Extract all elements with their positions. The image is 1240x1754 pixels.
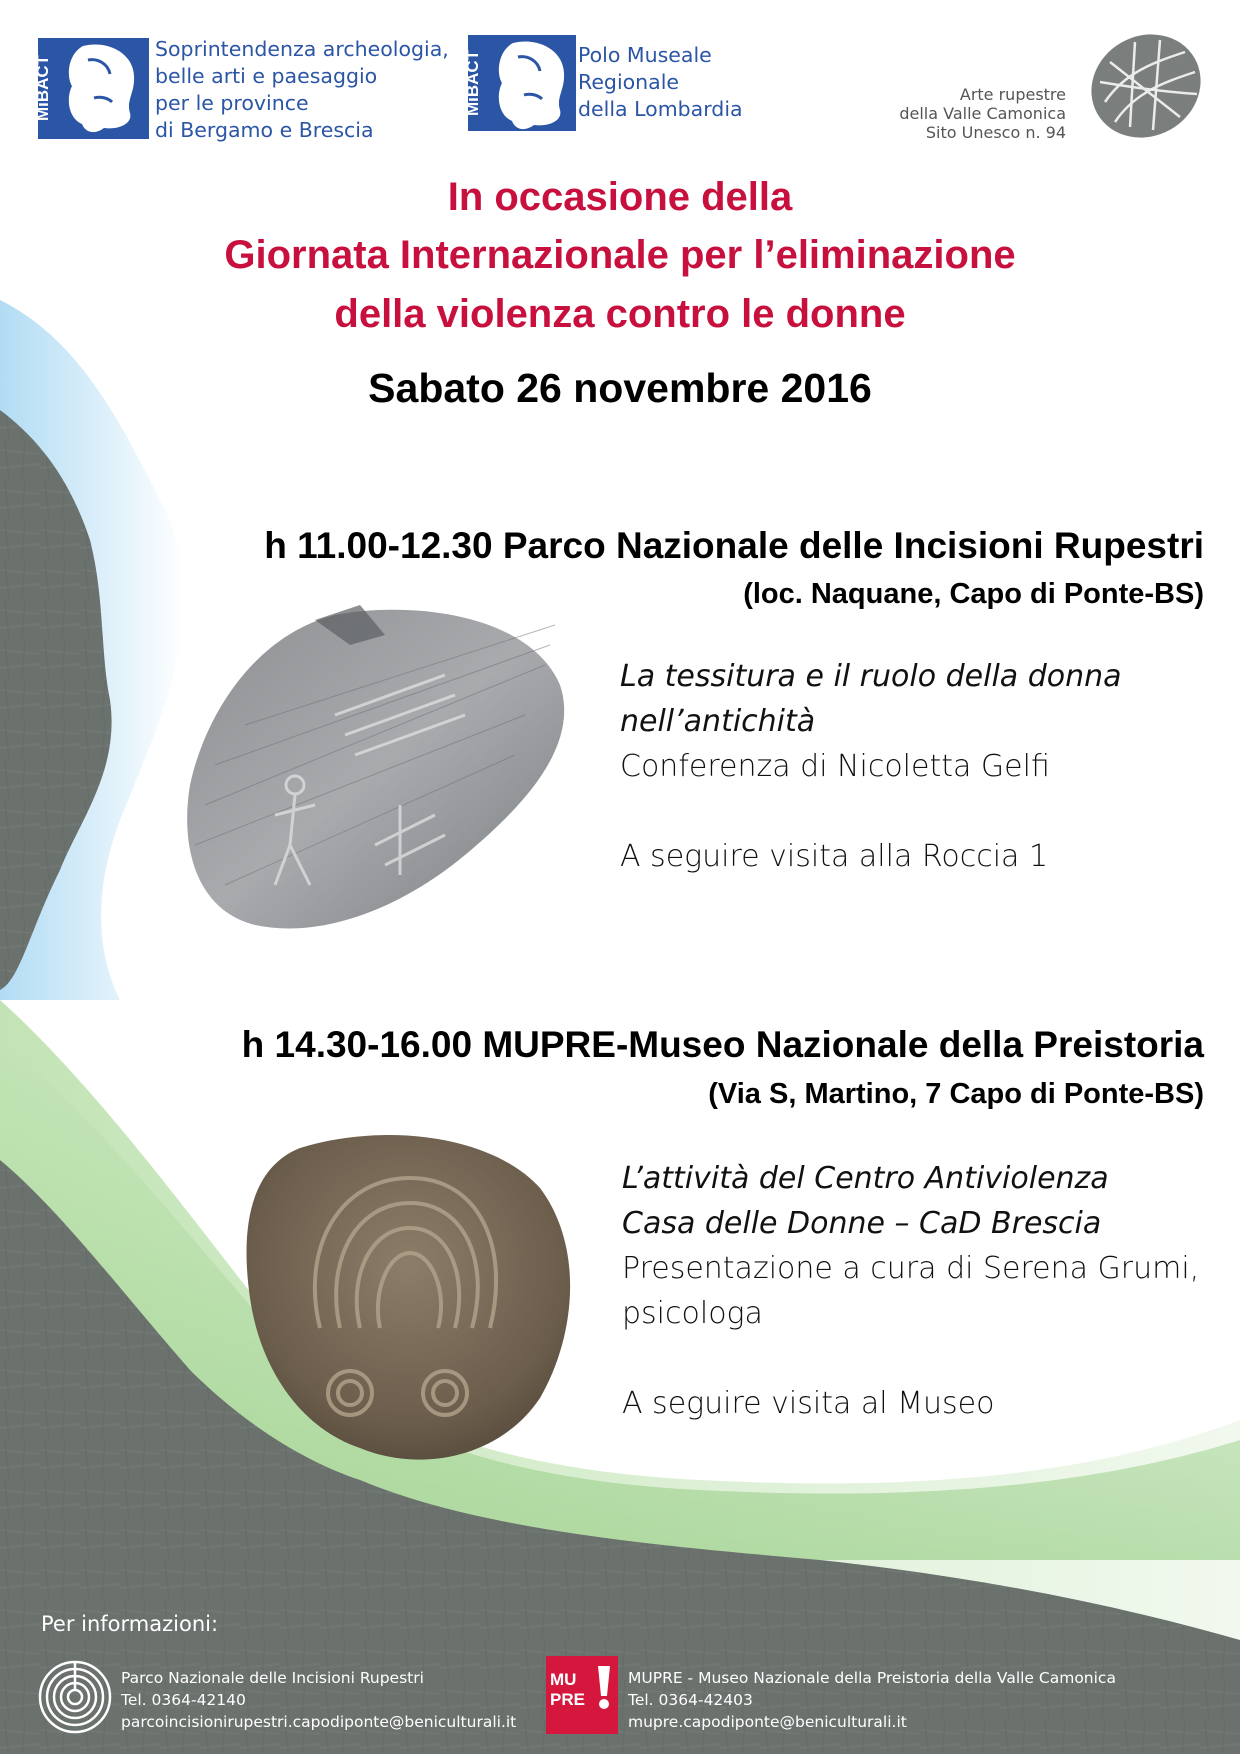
labyrinth-logo-icon (36, 1658, 114, 1736)
mupre-logo (546, 1656, 618, 1734)
event1-location: (loc. Naquane, Capo di Ponte-BS) (743, 578, 1204, 610)
headline-line-1: In occasione della (447, 175, 793, 219)
logo2-text: Polo Museale Regionale della Lombardia (578, 43, 743, 121)
mibact-label-2: MiBACT (463, 49, 483, 117)
exclamation-icon (594, 1664, 614, 1710)
info-label: Per informazioni: (41, 1612, 219, 1636)
event1-description: La tessitura e il ruolo della donna nell’antichità Conferenza di Nicoletta Gelfi A seguire visita alla Roccia 1 (620, 659, 1122, 874)
headline-line-3: della violenza contro le donne (334, 292, 906, 336)
rock-engraving-image-1 (185, 605, 565, 935)
contact-mupre-name: MUPRE - Museo Nazionale della Preistoria della Valle Camonica (628, 1669, 1116, 1687)
mupre-logo-text: MU PRE (550, 1670, 585, 1709)
event-date: Sabato 26 novembre 2016 (368, 365, 872, 411)
event2-location: (Via S, Martino, 7 Capo di Ponte-BS) (708, 1078, 1204, 1110)
contact-parco (121, 1667, 516, 1733)
rock-art-logo-icon (1085, 32, 1207, 140)
event2-title: h 14.30-16.00 MUPRE-Museo Nazionale della Preistoria (241, 1024, 1204, 1065)
mibact-logo-tile-2 (463, 35, 576, 131)
contact-parco-email[interactable]: parcoincisionirupestri.capodiponte@beniculturali.it (121, 1713, 517, 1731)
head-profile-icon (468, 35, 576, 131)
event2-description: L’attività del Centro Antiviolenza Casa delle Donne – CaD Brescia Presentazione a cura di Serena Grumi, psicologa A seguire visita al Museo (622, 1161, 1200, 1421)
head-profile-icon (38, 38, 149, 139)
contact-mupre (628, 1667, 1116, 1733)
logo3-text: Arte rupestre della Valle Camonica Sito Unesco n. 94 (899, 85, 1066, 142)
headline-line-2: Giornata Internazionale per l’eliminazione (224, 233, 1016, 277)
contact-parco-tel: Tel. 0364-42140 (121, 1691, 246, 1709)
contact-mupre-email[interactable]: mupre.capodiponte@beniculturali.it (628, 1713, 907, 1731)
contact-mupre-tel: Tel. 0364-42403 (628, 1691, 753, 1709)
rock-engraving-image-2 (240, 1128, 580, 1468)
mibact-logo-tile-1 (33, 38, 149, 139)
contact-parco-name: Parco Nazionale delle Incisioni Rupestri (121, 1669, 424, 1687)
logo1-text: Soprintendenza archeologia, belle arti e paesaggio per le province di Bergamo e Brescia (155, 37, 449, 142)
mibact-label-1: MiBACT (33, 54, 53, 122)
event1-title: h 11.00-12.30 Parco Nazionale delle Incisioni Rupestri (264, 525, 1204, 566)
